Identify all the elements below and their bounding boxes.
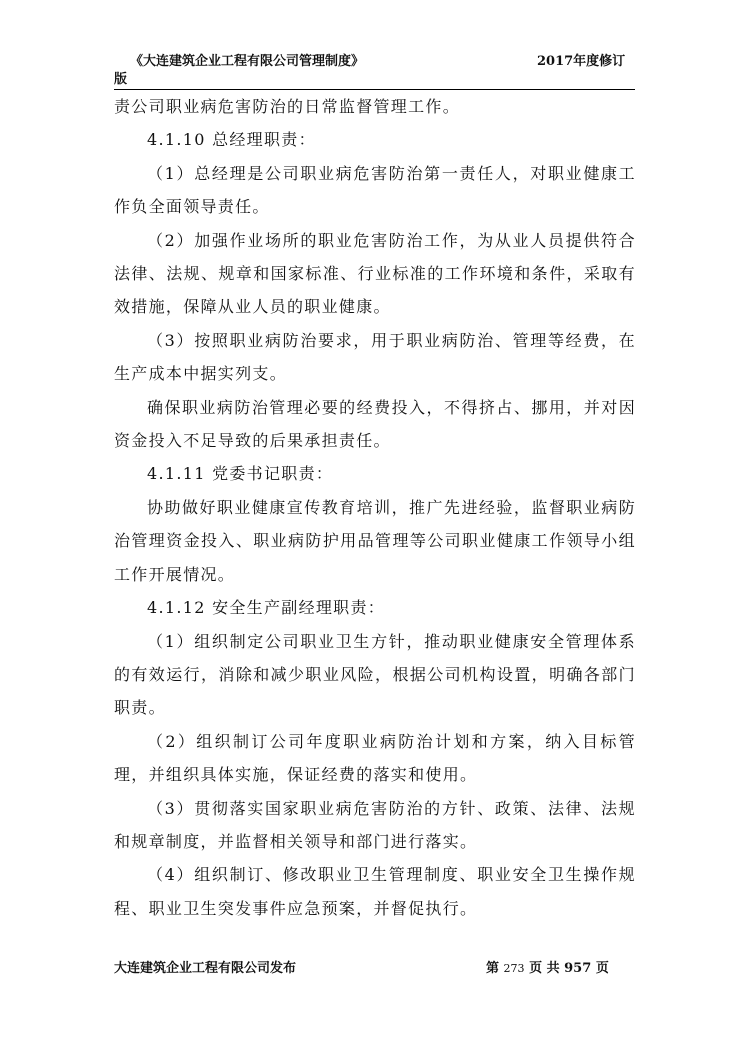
- footer-publisher: 大连建筑企业工程有限公司发布: [114, 961, 297, 976]
- page-mid: 页 共: [529, 961, 560, 976]
- page-total: 957: [564, 961, 592, 976]
- page-suffix: 页: [595, 961, 609, 976]
- body-text: [114, 90, 636, 925]
- paragraph: （3）贯彻落实国家职业病危害防治的方针、政策、法律、法规和规章制度，并监督相关领导和部门进行落实。: [114, 798, 636, 851]
- paragraph: 确保职业病防治管理必要的经费投入，不得挤占、挪用，并对因资金投入不足导致的后果承担责任。: [114, 397, 636, 451]
- paragraph: （4）组织制订、修改职业卫生管理制度、职业安全卫生操作规程、职业卫生突发事件应急预案，并督促执行。: [114, 865, 636, 918]
- header-title: 《大连建筑企业工程有限公司管理制度》: [130, 54, 365, 69]
- paragraph: （2）组织制订公司年度职业病防治计划和方案，纳入目标管理，并组织具体实施，保证经费的落实和使用。: [114, 731, 636, 785]
- section-heading-4-1-12: 4.1.12 安全生产副经理职责：: [147, 598, 386, 618]
- paragraph-continuation: 责公司职业病危害防治的日常监督管理工作。: [114, 97, 461, 116]
- page-prefix: 第: [486, 961, 500, 976]
- footer-page-counter: [486, 961, 609, 977]
- header-edition: 2017年度修订: [537, 54, 626, 69]
- paragraph: （3）按照职业病防治要求，用于职业病防治、管理等经费，在生产成本中据实列支。: [114, 330, 636, 384]
- page-number: 273: [503, 962, 525, 975]
- section-heading-4-1-10: 4.1.10 总经理职责：: [147, 130, 316, 150]
- paragraph: （1）总经理是公司职业病危害防治第一责任人，对职业健康工作负全面领导责任。: [114, 163, 636, 217]
- paragraph: （1）组织制定公司职业卫生方针，推动职业健康安全管理体系的有效运行，消除和减少职业风险，根据公司机构设置，明确各部门职责。: [114, 631, 636, 718]
- paragraph: （2）加强作业场所的职业危害防治工作，为从业人员提供符合法律、法规、规章和国家标准、行业标准的工作环境和条件，采取有效措施，保障从业人员的职业健康。: [114, 230, 636, 317]
- section-heading-4-1-11: 4.1.11 党委书记职责：: [147, 464, 334, 484]
- paragraph: 协助做好职业健康宣传教育培训，推广先进经验，监督职业病防治管理资金投入、职业病防护用品管理等公司职业健康工作领导小组工作开展情况。: [114, 497, 636, 584]
- header-edition-wrap: 版: [114, 72, 128, 87]
